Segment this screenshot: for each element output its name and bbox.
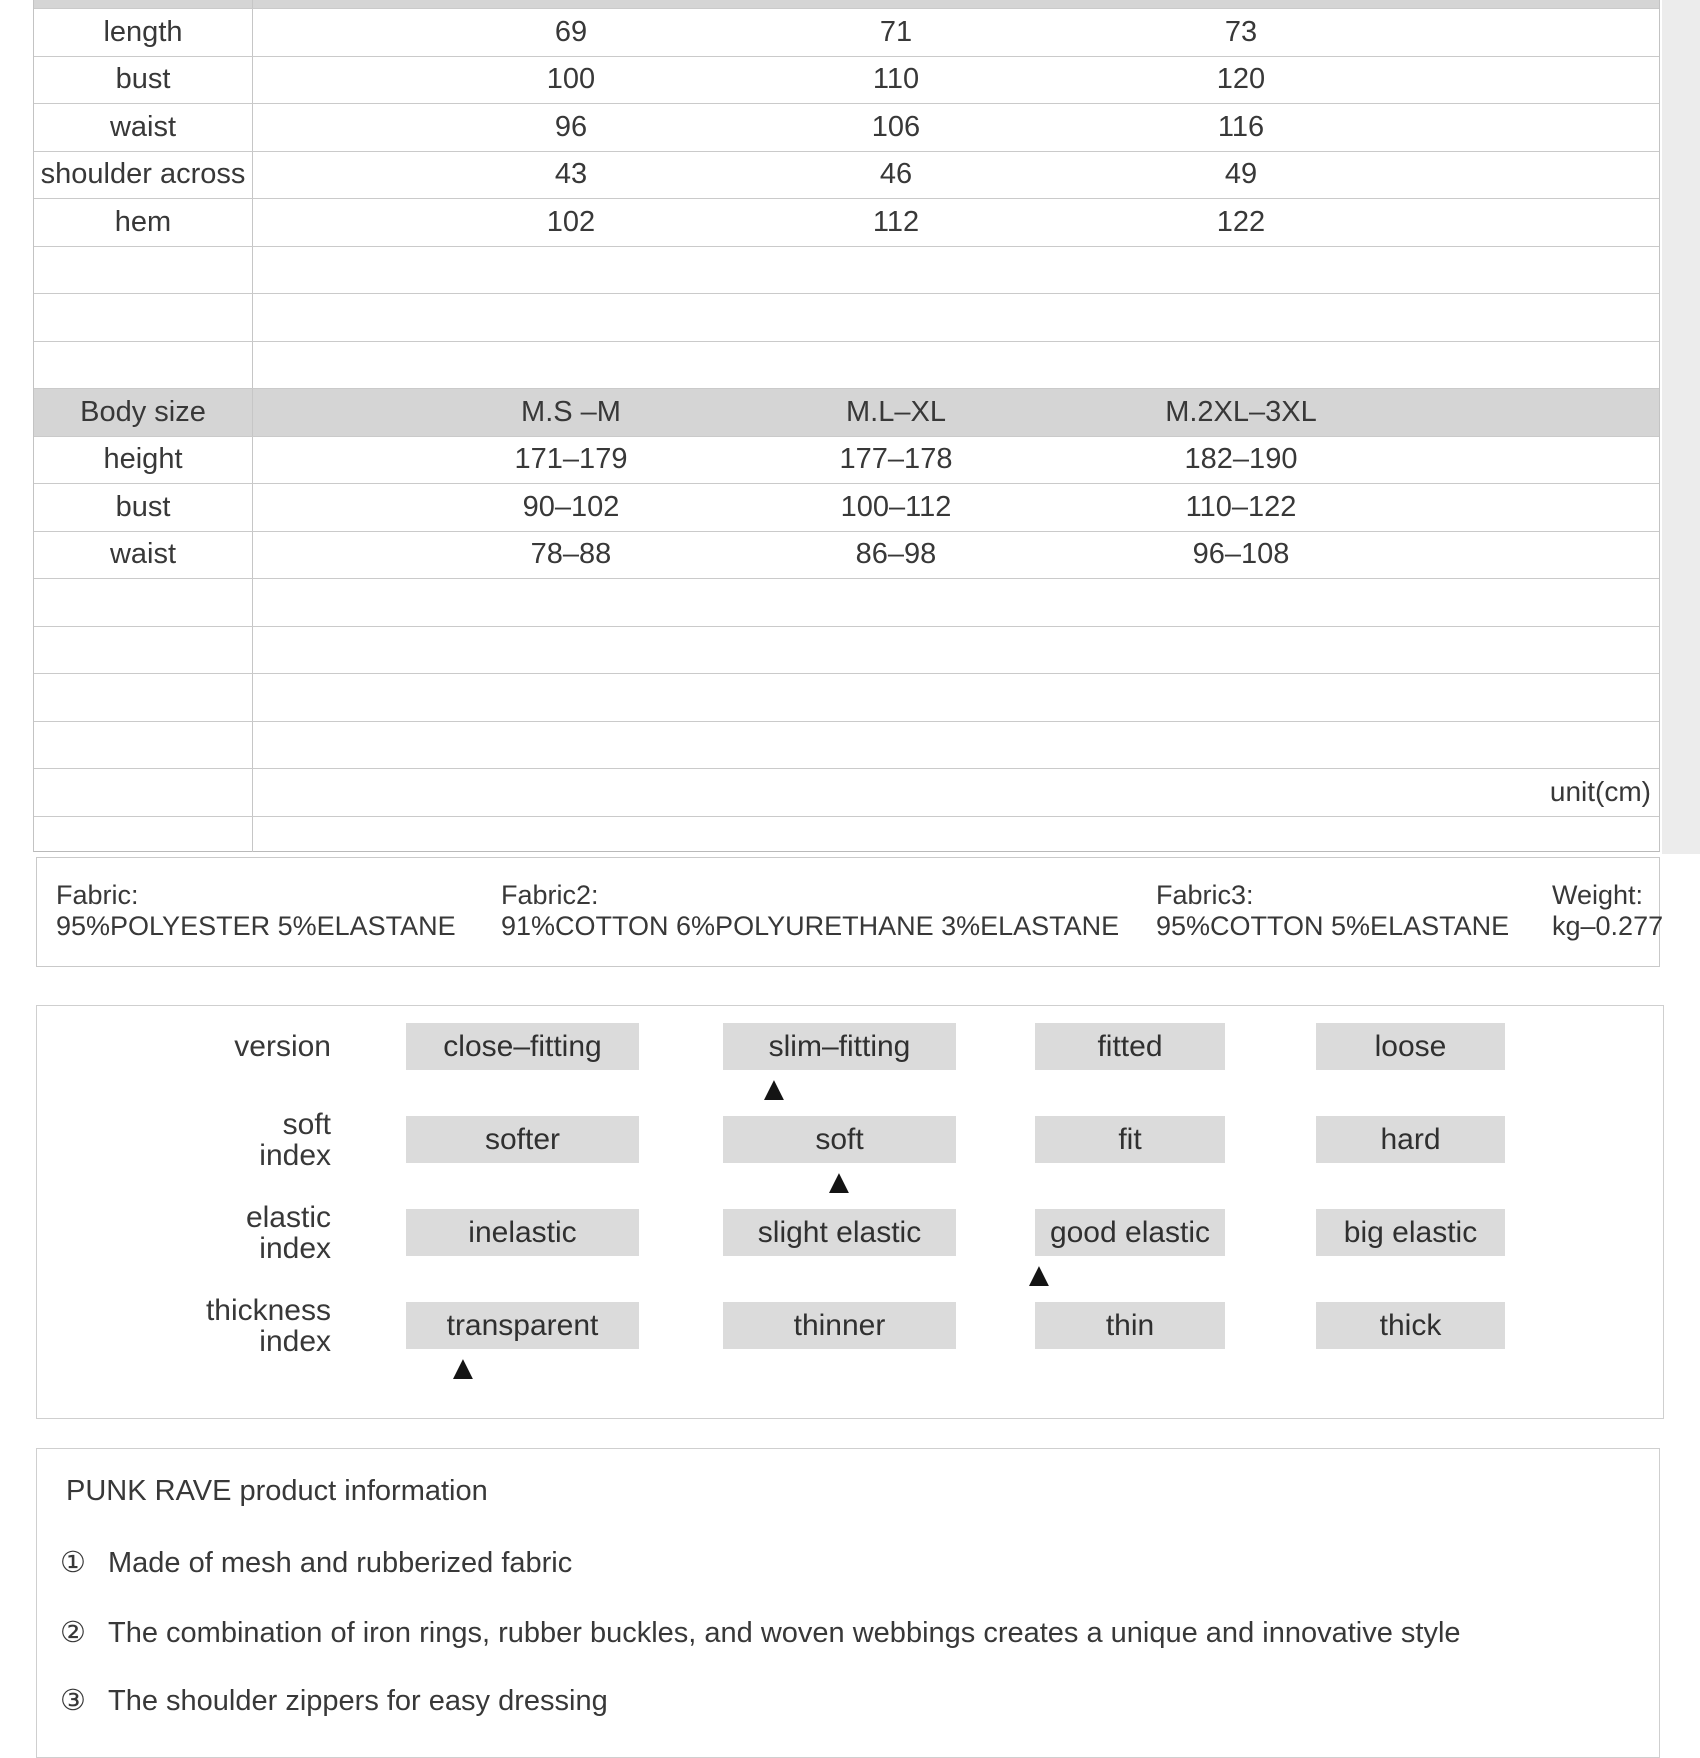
option-box: thin [1035,1302,1225,1349]
product-info-item [60,1615,1461,1650]
empty-row [34,627,1659,675]
info-item-number: ③ [60,1685,86,1717]
empty-row [34,342,1659,390]
cell-value: 100–112 [840,490,952,523]
table-row-waist [34,104,1659,152]
cell-value: 96–108 [1192,538,1290,571]
unit-label: unit(cm) [1549,776,1651,808]
product-info-panel [36,1448,1660,1758]
empty-row [34,722,1659,770]
info-item-number: ② [60,1617,86,1649]
option-box: thinner [723,1302,956,1349]
empty-row [34,674,1659,722]
index-row-label [37,1295,331,1357]
size-chart-table [33,0,1660,852]
row-label [34,247,253,294]
cell-value: 49 [1224,158,1258,191]
option-box: close–fitting [406,1023,639,1070]
fabric-label: Fabric3: [1156,880,1254,910]
fabric-label: Fabric2: [501,880,599,910]
fabric-label: Weight: [1552,880,1644,910]
cell-value: 86–98 [855,538,937,571]
unit-row [34,769,1659,817]
selected-marker-icon: ▲ [446,1349,480,1387]
row-label [34,722,253,769]
cell-value: 78–88 [530,538,612,571]
row-label [34,0,253,8]
cell-value: M.S –M [521,395,621,428]
info-item-text: Made of mesh and rubberized fabric [108,1547,573,1579]
cell-value: 71 [879,15,913,48]
fabric-value: 91%COTTON 6%POLYURETHANE 3%ELASTANE [501,911,1120,941]
option-box: good elastic [1035,1209,1225,1256]
cell-value: 90–102 [522,490,620,523]
cell-value: M.2XL–3XL [1165,395,1317,428]
fabric-item [501,880,1119,942]
empty-row [34,247,1659,295]
table-row-hem [34,199,1659,247]
option-box: loose [1316,1023,1505,1070]
option-box: thick [1316,1302,1505,1349]
index-panel [36,1005,1664,1419]
cell-value: 122 [1216,205,1266,238]
option-box: big elastic [1316,1209,1505,1256]
cut-header-row [34,0,1659,9]
fabric-item [1156,880,1509,942]
empty-row [34,294,1659,342]
row-label [34,294,253,341]
cell-value: 73 [1224,15,1258,48]
cell-value: 43 [554,158,588,191]
fabric-item [56,880,456,942]
cell-value: 120 [1216,63,1266,96]
row-label [34,769,253,816]
info-item-text: The shoulder zippers for easy dressing [108,1685,608,1717]
row-label: length [34,9,253,56]
cell-value: 100 [546,63,596,96]
selected-marker-icon: ▲ [757,1070,791,1108]
fabric-value: kg–0.277 [1552,911,1664,941]
cell-value: 177–178 [839,443,953,476]
row-label: bust [34,57,253,104]
row-label: height [34,437,253,484]
page-margin [1662,0,1700,854]
fabric-item [1552,880,1663,942]
empty-row [34,817,1659,852]
table-row-length [34,9,1659,57]
table-row-body-waist [34,532,1659,580]
fabric-value: 95%COTTON 5%ELASTANE [1156,911,1510,941]
option-box: fitted [1035,1023,1225,1070]
option-box: softer [406,1116,639,1163]
index-label-line: index [259,1232,331,1265]
cell-value: 110 [872,63,920,96]
cell-value: 69 [554,15,588,48]
row-label: waist [34,532,253,579]
cell-value: 171–179 [514,443,628,476]
option-box: soft [723,1116,956,1163]
cell-value: 110–122 [1185,490,1297,523]
fabric-label: Fabric: [56,880,139,910]
table-row-height [34,437,1659,485]
row-label: hem [34,199,253,246]
index-label-line: soft [282,1108,331,1141]
index-label-line: thickness [205,1294,331,1327]
row-label [34,817,253,852]
row-label: waist [34,104,253,151]
table-row-body-bust [34,484,1659,532]
index-label-line: index [259,1325,331,1358]
info-item-number: ① [60,1547,86,1579]
body-size-header-row [34,389,1659,437]
table-row-bust [34,57,1659,105]
row-label: Body size [34,389,253,436]
option-box: slim–fitting [723,1023,956,1070]
index-label-line: version [234,1030,331,1063]
product-info-item [60,1683,608,1718]
selected-marker-icon: ▲ [822,1163,856,1201]
index-row-label [37,1202,331,1264]
fabric-value: 95%POLYESTER 5%ELASTANE [56,911,456,941]
selected-marker-icon: ▲ [1022,1256,1056,1294]
option-box: fit [1035,1116,1225,1163]
fabric-panel [36,857,1664,967]
row-label [34,674,253,721]
cell-value: 116 [1217,110,1265,143]
row-label [34,342,253,389]
option-box: slight elastic [723,1209,956,1256]
index-row-label [37,1109,331,1171]
option-box: hard [1316,1116,1505,1163]
row-label [34,627,253,674]
cell-value: 106 [871,110,921,143]
table-row-shoulder [34,152,1659,200]
index-row-label [37,1031,331,1062]
row-label [34,579,253,626]
product-info-item [60,1545,572,1580]
cell-value: M.L–XL [846,395,946,428]
cell-value: 46 [879,158,913,191]
row-label: bust [34,484,253,531]
empty-row [34,579,1659,627]
row-label: shoulder across [34,152,253,199]
cell-value: 102 [546,205,596,238]
cell-value: 112 [872,205,920,238]
product-info-title: PUNK RAVE product information [66,1475,488,1507]
index-label-line: elastic [245,1201,331,1234]
cell-value: 182–190 [1184,443,1298,476]
index-label-line: index [259,1139,331,1172]
cell-value: 96 [554,110,588,143]
option-box: inelastic [406,1209,639,1256]
info-item-text: The combination of iron rings, rubber buckles, and woven webbings creates a unique and innovative style [108,1617,1461,1649]
option-box: transparent [406,1302,639,1349]
